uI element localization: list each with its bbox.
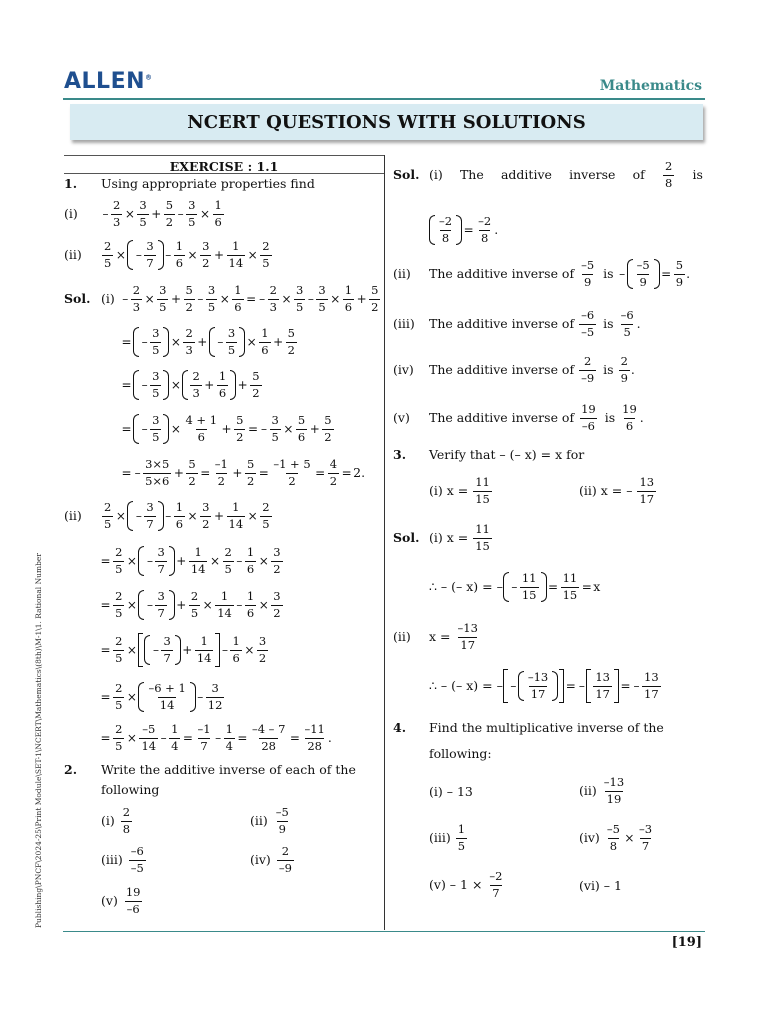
question-number: 4.: [393, 720, 407, 735]
math-expression: = $\frac{2}{5}$ × $\frac{-6 + 1}{14}$ – $\frac{3}{12}$: [100, 681, 223, 712]
math-expression: = $\frac{2}{5}$ × – $\frac{3}{7}$ + $\frac{2}{5}$ × $\frac{1}{14}$ – $\frac{1}{6}$ × $\frac{3}{2}$: [100, 589, 281, 620]
solution-1-ii: [64, 499, 273, 533]
math-expression: = – $\frac{3\times 5}{5\times 6}$ + $\frac{5}{2}$ = $\frac{-1}{2}$ + $\frac{5}{2}$ = $\frac{-1 + 5}{2}$ = $\frac{4}{2}$ = 2.: [121, 457, 366, 488]
sol-label: Sol.: [393, 166, 420, 182]
part-label: (v): [101, 892, 118, 908]
math-expression: – $\frac{2}{3}$ × $\frac{3}{5}$ + $\frac{5}{2}$ – $\frac{3}{5}$ × $\frac{1}{6}$: [102, 198, 222, 229]
question-number: 2.: [64, 762, 78, 777]
math-expression: = – $\frac{3}{5}$ × $\frac{4 + 1}{6}$ + $\frac{5}{2}$ = – $\frac{3}{5}$ × $\frac{5}{6}$ + $\frac{5}{2}$: [121, 413, 332, 444]
subject-label: Mathematics: [599, 78, 702, 94]
math-expression: = $\frac{2}{5}$ × – $\frac{3}{7}$ + $\frac{1}{14}$ – $\frac{1}{6}$ × $\frac{3}{2}$: [99, 630, 269, 670]
part-label: (ii) x = –: [579, 482, 633, 498]
banner-title: NCERT QUESTIONS WITH SOLUTIONS: [187, 111, 586, 133]
math-expression: ∴ – (– x) = – – $\frac{-13}{17}$ = – $\frac{13}{17}$ = – $\frac{13}{17}$: [429, 666, 662, 706]
solution-text: is: [603, 315, 614, 331]
solution-text: of: [632, 166, 645, 182]
part-label: (ii): [250, 812, 268, 828]
question-4: [393, 722, 664, 735]
solution-text: is: [603, 265, 614, 281]
math-expression: $\frac{-2}{8}$ = $\frac{-2}{8}$ .: [429, 213, 498, 247]
sol-label: Sol.: [64, 290, 91, 306]
question-2: [64, 764, 356, 777]
solution-text: x =: [429, 628, 451, 644]
solution-1-i: [64, 284, 381, 314]
question-3: [393, 449, 584, 462]
question-text: Using appropriate properties find: [101, 176, 315, 191]
part-label: (i) x =: [429, 482, 469, 498]
part-label: (iv): [250, 851, 271, 867]
part-label: (iv): [579, 829, 600, 845]
part-label: (iv): [393, 361, 414, 377]
q4-item-ii: (ii) $\frac{-13}{19}$: [579, 775, 625, 806]
side-print: Publishing\PNCF\2024-25\Print Module\SET-1\NCERT\Mathematics\(8th)\M-1\1. Rational Number: [34, 553, 43, 928]
q4-item-v: (v) – 1 × $\frac{-2}{7}$: [429, 869, 503, 900]
math-expression: = $\frac{2}{5}$ × – $\frac{3}{7}$ + $\frac{1}{14}$ × $\frac{2}{5}$ – $\frac{1}{6}$ × $\frac{3}{2}$: [100, 545, 281, 576]
solution-text: The additive inverse of: [429, 265, 575, 281]
part-label: (iii): [429, 829, 451, 845]
part-label: (ii): [579, 782, 597, 798]
sol-label: Sol.: [393, 529, 420, 545]
solution-3-ii: (ii) x = $\frac{-13}{17}$: [393, 621, 478, 652]
math-expression: $\frac{2}{5}$ × – $\frac{3}{7}$ – $\frac{1}{6}$ × $\frac{3}{2}$ + $\frac{1}{14}$ × $\frac{2}{5}$: [104, 500, 270, 531]
part-label: (ii): [64, 507, 82, 523]
page-number: [19]: [671, 935, 702, 950]
math-expression: = – $\frac{3}{5}$ × $\frac{2}{3}$ + $\frac{1}{6}$ + $\frac{5}{2}$: [121, 369, 260, 400]
solution-2-v: (v) The additive inverse of $\frac{19}{-6}$ is $\frac{19}{6}$ .: [393, 402, 644, 433]
solution-text: inverse: [569, 166, 616, 182]
question-number: 1.: [64, 176, 78, 191]
part-label: (i) x =: [429, 529, 469, 545]
solution-3-i: Sol. (i) x = $\frac{11}{15}$: [393, 522, 490, 553]
question-text: Find the multiplicative inverse of the: [429, 720, 664, 735]
solution-text: The: [459, 166, 484, 182]
question-text: Verify that – (– x) = x for: [429, 447, 585, 462]
part-label: (iii): [101, 851, 123, 867]
solution-2-iii: (iii) The additive inverse of $\frac{-6}{-5}$ is $\frac{-6}{5}$ .: [393, 308, 641, 339]
q4-item-iv: (iv) $\frac{-5}{8}$ × $\frac{-3}{7}$: [579, 822, 653, 853]
math-expression: – $\frac{2}{3}$ × $\frac{3}{5}$ + $\frac{5}{2}$ – $\frac{3}{5}$ × $\frac{1}{6}$ = – $\frac{2}{3}$ × $\frac{3}{5}$ – $\frac{3}{5}$ × $\frac{1}{6}$ + $\frac{5}{2}$: [122, 283, 379, 314]
part-label: (v) – 1 ×: [429, 876, 483, 892]
part-label: (i): [64, 205, 78, 221]
header-rule: [63, 98, 705, 100]
q2-item-i: (i) $\frac{2}{8}$: [101, 805, 131, 836]
math-expression: = $\frac{2}{5}$ × $\frac{-5}{14}$ – $\frac{1}{4}$ = $\frac{-1}{7}$ – $\frac{1}{4}$ = $\frac{-4 - 7}{28}$ = $\frac{-11}{28}$ .: [100, 722, 332, 753]
page-banner: [70, 104, 703, 140]
part-label: (i): [101, 290, 115, 306]
question-text: following:: [429, 746, 492, 761]
solution-2-iv: (iv) The additive inverse of $\frac{2}{-9}$ is $\frac{2}{9}$ .: [393, 354, 635, 385]
q2-item-iii: (iii) $\frac{-6}{-5}$: [101, 844, 144, 875]
footer-rule: [63, 931, 705, 932]
q1-part-i: [64, 200, 225, 228]
solution-2-i: Sol. (i) The additive inverse of $\frac{2}{8}$ is: [393, 159, 703, 190]
math-expression: ∴ – (– x) = – – $\frac{11}{15}$ = $\frac{11}{15}$ = x: [429, 571, 601, 602]
solution-text: The additive inverse of: [429, 409, 575, 425]
q4-item-vi: (vi) – 1: [579, 877, 622, 893]
solution-2-ii: (ii) The additive inverse of $\frac{-5}{9}$ is – $\frac{-5}{9}$ = $\frac{5}{9}$ .: [393, 258, 691, 289]
allen-logo: ALLEN®: [64, 69, 153, 94]
q2-item-iv: (iv) $\frac{2}{-9}$: [250, 844, 292, 875]
solution-text: is: [604, 409, 616, 425]
math-expression: = – $\frac{3}{5}$ × $\frac{2}{3}$ + – $\frac{3}{5}$ × $\frac{1}{6}$ + $\frac{5}{2}$: [121, 326, 295, 357]
math-expression: $\frac{2}{5}$ × – $\frac{3}{7}$ – $\frac{1}{6}$ × $\frac{3}{2}$ + $\frac{1}{14}$ × $\frac{2}{5}$: [104, 239, 270, 270]
question-1: [64, 178, 315, 191]
solution-text: is: [603, 361, 614, 377]
solution-text: additive: [500, 166, 552, 182]
q4-item-iii: (iii) $\frac{1}{5}$: [429, 822, 466, 853]
q3-item-ii: (ii) x = – $\frac{13}{17}$: [579, 475, 655, 506]
part-label: (iii): [393, 315, 415, 331]
part-label: (ii): [393, 265, 411, 281]
solution-text: is: [692, 166, 703, 182]
column-divider: [384, 155, 385, 930]
part-label: (ii): [64, 246, 82, 262]
question-number: 3.: [393, 447, 407, 462]
exercise-title: EXERCISE : 1.1: [169, 159, 279, 174]
q2-item-ii: (ii) $\frac{-5}{9}$: [250, 805, 289, 836]
part-label: (i): [101, 812, 115, 828]
question-text: following: [101, 782, 160, 797]
q2-item-v: (v) $\frac{19}{-6}$: [101, 885, 141, 916]
question-text: Write the additive inverse of each of the: [101, 762, 356, 777]
solution-text: The additive inverse of: [429, 315, 575, 331]
q3-item-i: (i) x = $\frac{11}{15}$: [429, 475, 490, 506]
column-rule: [64, 155, 384, 156]
part-label: (i): [429, 166, 443, 182]
q1-part-ii: [64, 238, 273, 272]
part-label: (v): [393, 409, 410, 425]
part-label: (ii): [393, 628, 411, 644]
solution-text: The additive inverse of: [429, 361, 575, 377]
q4-item-i: (i) – 13: [429, 783, 473, 799]
